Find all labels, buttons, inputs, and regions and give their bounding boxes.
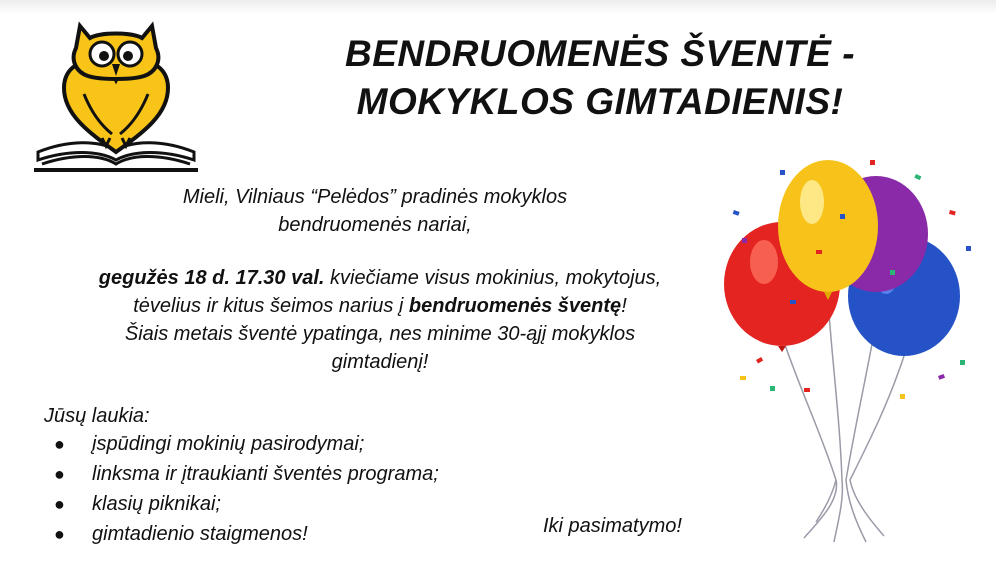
list-item-text: gimtadienio staigmenos!: [92, 523, 308, 545]
list-item-text: įspūdingi mokinių pasirodymai;: [92, 433, 365, 455]
invitation-line-2: [40, 292, 720, 320]
top-gradient-bar: [0, 0, 996, 14]
invitation-line-1-rest: kviečiame visus mokinius, mokytojus,: [324, 267, 662, 289]
event-name: bendruomenės šventę: [408, 295, 622, 317]
invitation-line-4: gimtadienį!: [331, 351, 429, 373]
greeting-line-1: Mieli, Vilniaus “Pelėdos” pradinės mokyklos: [182, 186, 568, 208]
bullet-icon: ●: [54, 494, 65, 514]
greeting-line-2: bendruomenės nariai,: [278, 214, 472, 236]
list-lead: Jūsų laukia:: [44, 405, 150, 427]
greeting: [150, 183, 600, 239]
invitation-line-3: Šiais metais šventė ypatinga, nes minime 30-ąjį mokyklos: [124, 323, 636, 345]
balloons-icon: [720, 150, 990, 550]
invitation-line-1: [40, 264, 720, 292]
list-item-text: klasių piknikai;: [92, 493, 221, 515]
title-line-2: MOKYKLOS GIMTADIENIS!: [356, 81, 844, 122]
invitation-line-2-end: !: [621, 295, 627, 317]
event-date-time: gegužės 18 d. 17.30 val.: [98, 267, 325, 289]
owl-logo-icon: [28, 14, 204, 178]
bullet-icon: ●: [54, 524, 65, 544]
list-item-text: linksma ir įtraukianti šventės programa;: [92, 463, 439, 485]
invitation-line-2-start: tėvelius ir kitus šeimos narius į: [133, 295, 409, 317]
bullet-icon: ●: [54, 434, 65, 454]
invitation-paragraph: [40, 264, 720, 376]
signoff: Iki pasimatymo!: [543, 515, 682, 537]
bullet-icon: ●: [54, 464, 65, 484]
page-title: [290, 30, 910, 126]
title-line-1: BENDRUOMENĖS ŠVENTĖ -: [344, 33, 856, 74]
